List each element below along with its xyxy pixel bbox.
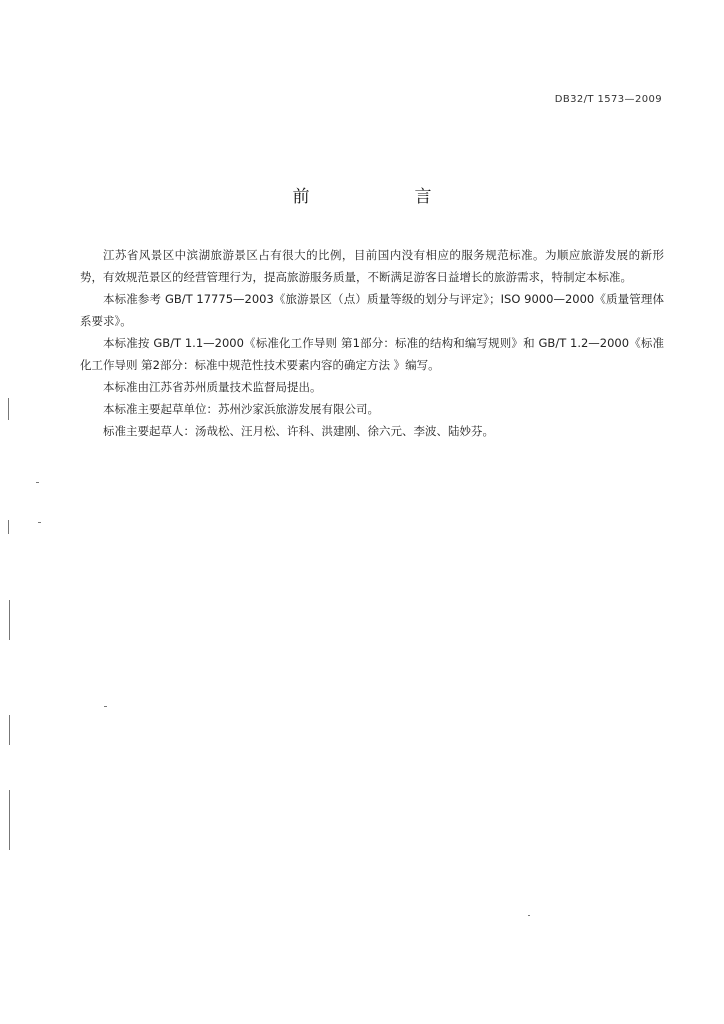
paragraph-drafting-rules: 本标准按 GB/T 1.1—2000《标准化工作导则 第1部分：标准的结构和编写规则》和 GB/T 1.2—2000《标准化工作导则 第2部分：标准中规范性技术要素内容的确定方法 》编写。 bbox=[80, 336, 664, 372]
paragraph-drafters: 标准主要起草人：汤哉松、汪月松、许科、洪建刚、徐六元、李波、陆妙芬。 bbox=[103, 424, 494, 438]
scan-mark bbox=[9, 600, 10, 640]
scan-mark bbox=[8, 520, 9, 534]
scan-mark bbox=[36, 482, 39, 483]
paragraph-background: 江苏省风景区中滨湖旅游景区占有很大的比例，目前国内没有相应的服务规范标准。为顺应旅游发展的新形势，有效规范景区的经营管理行为，提高旅游服务质量，不断满足游客日益增长的旅游需求，特制定本标准。 bbox=[80, 248, 664, 284]
scan-mark bbox=[8, 398, 9, 420]
scan-mark bbox=[104, 706, 107, 707]
foreword-body bbox=[80, 244, 664, 442]
scan-mark bbox=[38, 522, 41, 523]
paragraph-drafting-unit: 本标准主要起草单位：苏州沙家浜旅游发展有限公司。 bbox=[103, 402, 379, 416]
scan-mark bbox=[9, 790, 10, 850]
scan-mark bbox=[528, 915, 530, 916]
page-title: 前 言 bbox=[292, 187, 476, 207]
scan-mark bbox=[9, 715, 10, 745]
document-code: DB32/T 1573—2009 bbox=[554, 94, 662, 105]
paragraph-references: 本标准参考 GB/T 17775—2003《旅游景区（点）质量等级的划分与评定》；ISO 9000—2000《质量管理体系要求》。 bbox=[80, 292, 664, 328]
paragraph-proposer: 本标准由江苏省苏州质量技术监督局提出。 bbox=[103, 380, 322, 394]
